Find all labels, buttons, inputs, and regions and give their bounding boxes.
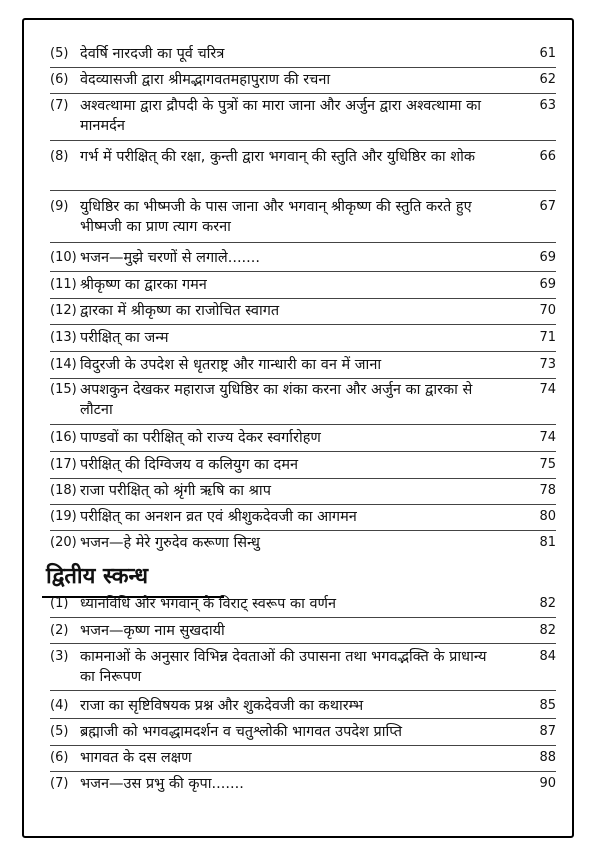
entry-title: कामनाओं के अनुसार विभिन्न देवताओं की उपासना तथा भगवद्भक्ति के प्राधान्य का निरूपण [80,649,487,685]
entry-title: ब्रह्माजी को भगवद्धामदर्शन व चतुश्लोकी भागवत उपदेश प्राप्ति [80,724,403,740]
row-divider [50,771,556,772]
entry-number: (3) [50,649,69,664]
entry-page: 81 [539,535,556,550]
entry-title: परीक्षित् की दिग्विजय व कलियुग का दमन [80,457,299,473]
entry-number: (11) [50,277,77,292]
entry-number: (6) [50,72,69,87]
entry-page: 71 [539,330,556,345]
toc-frame [22,18,574,838]
entry-title: अश्वत्थामा द्वारा द्रौपदी के पुत्रों का मारा जाना और अर्जुन द्वारा अश्वत्थामा का मानमर्दन [80,98,482,134]
entry-title: भजन—उस प्रभु की कृपा....... [80,776,244,792]
entry-page: 69 [539,250,556,265]
entry-number: (7) [50,776,69,791]
entry-number: (10) [50,250,77,265]
entry-title: परीक्षित् का जन्म [80,330,169,346]
row-divider [50,745,556,746]
entry-page: 61 [539,46,556,61]
section-heading: द्वितीय स्कन्ध [46,564,149,589]
row-divider [50,478,556,479]
row-divider [50,190,556,191]
entry-title: भजन—हे मेरे गुरुदेव करूणा सिन्धु [80,535,260,551]
entry-number: (18) [50,483,77,498]
entry-number: (5) [50,724,69,739]
entry-page: 66 [539,149,556,164]
entry-number: (2) [50,623,69,638]
entry-page: 69 [539,277,556,292]
entry-number: (13) [50,330,77,345]
row-divider [50,504,556,505]
entry-page: 80 [539,509,556,524]
entry-page: 70 [539,303,556,318]
entry-page: 85 [539,698,556,713]
entry-title: श्रीकृष्ण का द्वारका गमन [80,277,207,293]
entry-number: (17) [50,457,77,472]
row-divider [50,298,556,299]
row-divider [50,424,556,425]
entry-number: (5) [50,46,69,61]
entry-page: 88 [539,750,556,765]
row-divider [50,271,556,272]
row-divider [50,617,556,618]
entry-page: 78 [539,483,556,498]
entry-title: ध्यानविधि और भगवान् के विराट् स्वरूप का वर्णन [80,596,337,612]
entry-number: (19) [50,509,77,524]
entry-number: (15) [50,382,77,397]
entry-title: अपशकुन देखकर महाराज युधिष्ठिर का शंका करना और अर्जुन का द्वारका से लौटना [80,382,473,418]
row-divider [50,378,556,379]
entry-title: विदुरजी के उपदेश से धृतराष्ट्र और गान्धारी का वन में जाना [80,357,382,373]
entry-page: 90 [539,776,556,791]
row-divider [50,242,556,243]
entry-title: भजन—कृष्ण नाम सुखदायी [80,623,225,639]
row-divider [50,643,556,644]
row-divider [50,140,556,141]
entry-title: वेदव्यासजी द्वारा श्रीमद्भागवतमहापुराण की रचना [80,72,331,88]
entry-title: भजन—मुझे चरणों से लगाले....... [80,250,260,266]
entry-title: पाण्डवों का परीक्षित् को राज्य देकर स्वर्गारोहण [80,430,321,446]
entry-title: द्वारका में श्रीकृष्ण का राजोचित स्वागत [80,303,280,319]
entry-number: (9) [50,199,69,214]
entry-page: 74 [539,382,556,397]
entry-page: 67 [539,199,556,214]
entry-page: 82 [539,596,556,611]
entry-page: 74 [539,430,556,445]
entry-page: 75 [539,457,556,472]
entry-number: (14) [50,357,77,372]
row-divider [50,67,556,68]
row-divider [50,324,556,325]
entry-page: 82 [539,623,556,638]
row-divider [50,690,556,691]
row-divider [50,351,556,352]
entry-number: (12) [50,303,77,318]
entry-title: देवर्षि नारदजी का पूर्व चरित्र [80,46,225,62]
entry-number: (20) [50,535,77,550]
row-divider [50,451,556,452]
entry-number: (8) [50,149,69,164]
entry-number: (6) [50,750,69,765]
entry-number: (16) [50,430,77,445]
entry-title: राजा परीक्षित् को श्रृंगी ऋषि का श्राप [80,483,271,499]
entry-title: भागवत के दस लक्षण [80,750,192,766]
entry-title: गर्भ में परीक्षित् की रक्षा, कुन्ती द्वारा भगवान् की स्तुति और युधिष्ठिर का शोक [80,149,476,165]
entry-title: परीक्षित् का अनशन व्रत एवं श्रीशुकदेवजी का आगमन [80,509,357,525]
entry-page: 84 [539,649,556,664]
entry-number: (7) [50,98,69,113]
entry-title: युधिष्ठिर का भीष्मजी के पास जाना और भगवान् श्रीकृष्ण की स्तुति करते हुए भीष्मजी का प्राण त्याग करना [80,199,472,235]
entry-page: 73 [539,357,556,372]
entry-page: 63 [539,98,556,113]
entry-page: 87 [539,724,556,739]
row-divider [50,93,556,94]
entry-number: (1) [50,596,69,611]
row-divider [50,530,556,531]
entry-number: (4) [50,698,69,713]
entry-title: राजा का सृष्टिविषयक प्रश्न और शुकदेवजी का कथारम्भ [80,698,364,714]
entry-page: 62 [539,72,556,87]
row-divider [50,718,556,719]
